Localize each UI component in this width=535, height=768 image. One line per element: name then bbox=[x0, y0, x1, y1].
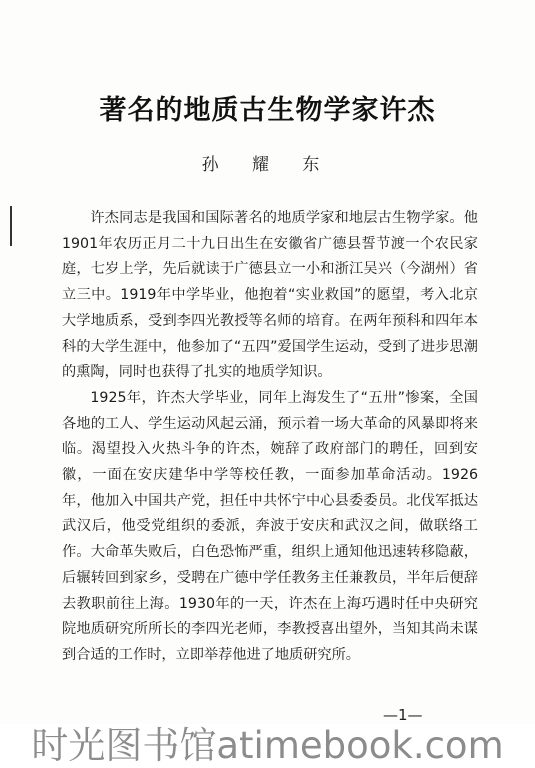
page-number: —1— bbox=[383, 706, 423, 724]
article-author: 孙 耀 东 bbox=[201, 155, 334, 175]
paragraph-2: 1925年，许杰大学毕业，同年上海发生了“五卅”惨案，全国各地的工人、学生运动风起云涌，预示着一场大革命的风暴即将来临。渴望投入火热斗争的许杰，婉辞了政府部门的聘任，回到安徽，一面在安庆建华中学等校任教，一面参加革命活动。1926年，他加入中国共产党，担任中共怀宁中心县委委员。北伐军抵达武汉后，他受党组织的委派，奔波于安庆和武汉之间，做联络工作。大命革失败后，白色恐怖严重，组织上通知他迅速转移隐蔽，后辗转回到家乡，受聘在广德中学任教务主任兼教员，半年后便辞去教职前往上海。1930年的一天，许杰在上海巧遇时任中央研究院地质研究所所长的李四光老师，李教授喜出望外，当知其尚未谋到合适的工作时，立即举荐他进了地质研究所。 bbox=[62, 389, 478, 663]
watermark-banner: 时光图书馆atimebook.com bbox=[0, 724, 535, 768]
paragraph-1: 许杰同志是我国和国际著名的地质学家和地层古生物学家。他1901年农历正月二十九日出生在安徽省广德县誓节渡一个农民家庭，七岁上学，先后就读于广德县立一小和浙江吴兴（今湖州）省立三中。1919年中学毕业，他抱着“实业救国”的愿望，考入北京大学地质系，受到李四光教授等名师的培育。在两年预科和四年本科的大学生涯中，他参加了“五四”爱国学生运动，受到了进步思潮的熏陶，同时也获得了扎实的地质学知识。 bbox=[62, 210, 478, 381]
article-title: 著名的地质古生物学家许杰 bbox=[99, 95, 436, 126]
margin-mark bbox=[10, 206, 12, 246]
article-body bbox=[62, 206, 478, 669]
